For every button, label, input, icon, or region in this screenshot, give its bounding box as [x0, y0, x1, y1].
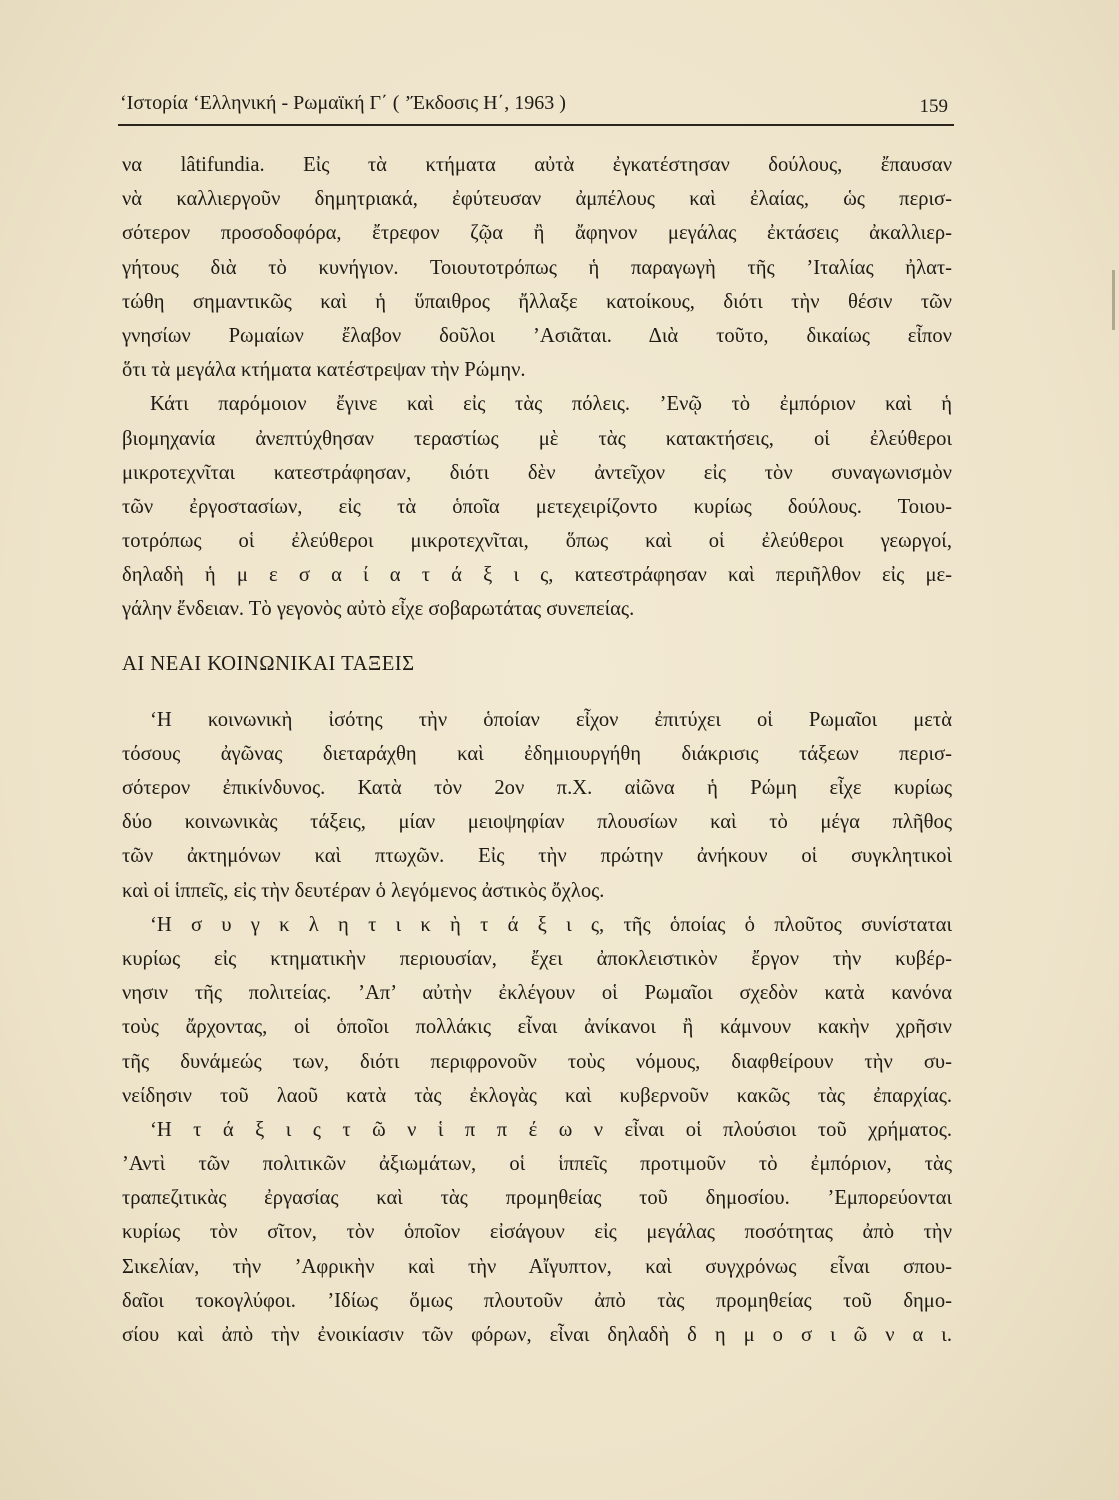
text-line: δηλαδὴ ἡ μ ε σ α ί α τ ά ξ ι ς, κατεστράφησαν καὶ περιῆλθον εἰς με- — [122, 564, 952, 587]
text-line: νείδησιν τοῦ λαοῦ κατὰ τὰς ἐκλογὰς καὶ κυβερνοῦν κακῶς τὰς ἐπαρχίας. — [122, 1084, 952, 1107]
paragraph-3 — [122, 703, 952, 908]
text-line: βιομηχανία ἀνεπτύχθησαν τεραστίως μὲ τὰς κατακτήσεις, οἱ ἐλεύθεροι — [122, 427, 952, 450]
text-line: δύο κοινωνικὰς τάξεις, μίαν μειοψηφίαν πλουσίων καὶ τὸ μέγα πλῆθος — [122, 811, 952, 834]
text-line: ‘Η σ υ γ κ λ η τ ι κ ὴ τ ά ξ ι ς, τῆς ὁποίας ὁ πλοῦτος συνίσταται — [150, 913, 952, 936]
page-edge-mark — [1112, 270, 1115, 330]
page-number: 159 — [919, 96, 948, 117]
running-header — [120, 92, 954, 122]
text-line: σότερον ἐπικίνδυνος. Κατὰ τὸν 2ον π.Χ. αἰῶνα ἡ Ρώμη εἶχε κυρίως — [122, 777, 952, 799]
text-line: τοὺς ἄρχοντας, οἱ ὁποῖοι πολλάκις εἶναι ἀνίκανοι ἢ κάμνουν κακὴν χρῆσιν — [122, 1016, 952, 1039]
section-heading: ΑΙ ΝΕΑΙ ΚΟΙΝΩΝΙΚΑΙ ΤΑΞΕΙΣ — [122, 652, 415, 675]
text-line: σότερον προσοδοφόρα, ἔτρεφον ζῷα ἢ ἄφηνον μεγάλας ἐκτάσεις ἀκαλλιερ- — [122, 222, 952, 245]
text-line: ‘Η τ ά ξ ι ς τ ῶ ν ἱ π π έ ω ν εἶναι οἱ πλούσιοι τοῦ χρήματος. — [150, 1118, 952, 1141]
text-line: μικροτεχνῖται κατεστράφησαν, διότι δὲν ἀντεῖχον εἰς τὸν συναγωνισμὸν — [122, 461, 952, 484]
text-line: γνησίων Ρωμαίων ἔλαβον δοῦλοι ’Ασιᾶται. Διὰ τοῦτο, δικαίως εἶπον — [122, 324, 952, 347]
text-line: τόσους ἀγῶνας διεταράχθη καὶ ἐδημιουργήθη διάκρισις τάξεων περισ- — [122, 742, 952, 765]
header-rule — [118, 124, 954, 126]
text-line: τώθη σημαντικῶς καὶ ἡ ὕπαιθρος ἤλλαξε κατοίκους, διότι τὴν θέσιν τῶν — [122, 290, 952, 313]
text-line: τῆς δυνάμεώς των, διότι περιφρονοῦν τοὺς νόμους, διαφθείρουν τὴν συ- — [122, 1050, 952, 1073]
paragraph-2 — [122, 387, 952, 626]
paragraph-1 — [122, 148, 952, 387]
paragraph-4 — [122, 908, 952, 1113]
header-title: ‘Ιστορία ‘Ελληνική - Ρωμαϊκή Γ΄ ( ’Έκδοσις Η΄, 1963 ) — [120, 92, 566, 114]
text-line: κυρίως τὸν σῖτον, τὸν ὁποῖον εἰσάγουν εἰς μεγάλας ποσότητας ἀπὸ τὴν — [122, 1221, 952, 1244]
text-line: νὰ καλλιεργοῦν δημητριακά, ἐφύτευσαν ἀμπέλους καὶ ἐλαίας, ὡς περισ- — [122, 188, 952, 211]
text-line: δαῖοι τοκογλύφοι. ’Ιδίως ὅμως πλουτοῦν ἀπὸ τὰς προμηθείας τοῦ δημο- — [122, 1289, 952, 1312]
text-line: ὅτι τὰ μεγάλα κτήματα κατέστρεψαν τὴν Ρώμην. — [122, 359, 526, 382]
text-line: τῶν ἐργοστασίων, εἰς τὰ ὁποῖα μετεχειρίζοντο κυρίως δούλους. Τοιου- — [122, 495, 952, 518]
text-line: σίου καὶ ἀπὸ τὴν ἐνοικίασιν τῶν φόρων, εἶναι δηλαδὴ δ η μ ο σ ι ῶ ν α ι. — [122, 1324, 952, 1346]
text-line: γήτους διὰ τὸ κυνήγιον. Τοιουτοτρόπως ἡ παραγωγὴ τῆς ’Ιταλίας ἠλατ- — [122, 256, 952, 279]
text-line: τοτρόπως οἱ ἐλεύθεροι μικροτεχνῖται, ὅπως καὶ οἱ ἐλεύθεροι γεωργοί, — [122, 530, 952, 553]
text-line: καὶ οἱ ἱππεῖς, εἰς τὴν δευτέραν ὁ λεγόμενος ἀστικὸς ὄχλος. — [122, 879, 605, 902]
text-line: Κάτι παρόμοιον ἔγινε καὶ εἰς τὰς πόλεις. ’Ενῷ τὸ ἐμπόριον καὶ ἡ — [150, 393, 952, 416]
paragraph-5 — [122, 1113, 952, 1352]
text-line: γάλην ἔνδειαν. Τὸ γεγονὸς αὐτὸ εἶχε σοβαρωτάτας συνεπείας. — [122, 598, 635, 621]
text-line: νησιν τῆς πολιτείας. ’Απ’ αὐτὴν ἐκλέγουν οἱ Ρωμαῖοι σχεδὸν κατὰ κανόνα — [122, 982, 952, 1005]
text-line: τῶν ἀκτημόνων καὶ πτωχῶν. Εἰς τὴν πρώτην ἀνήκουν οἱ συγκλητικοὶ — [122, 845, 952, 868]
text-line: ‘Η κοινωνικὴ ἰσότης τὴν ὁποίαν εἶχον ἐπιτύχει οἱ Ρωμαῖοι μετὰ — [150, 708, 952, 731]
page-body — [122, 148, 952, 1352]
text-line: τραπεζιτικὰς ἐργασίας καὶ τὰς προμηθείας τοῦ δημοσίου. ’Εμπορεύονται — [122, 1187, 952, 1210]
text-line: κυρίως εἰς κτηματικὴν περιουσίαν, ἔχει ἀποκλειστικὸν ἔργον τὴν κυβέρ- — [122, 947, 952, 970]
text-line: να lâtifundia. Εἰς τὰ κτήματα αὐτὰ ἐγκατέστησαν δούλους, ἔπαυσαν — [122, 154, 952, 176]
text-line: Σικελίαν, τὴν ’Αφρικὴν καὶ τὴν Αἴγυπτον, καὶ συγχρόνως εἶναι σπου- — [122, 1255, 952, 1278]
text-line: ’Αντὶ τῶν πολιτικῶν ἀξιωμάτων, οἱ ἱππεῖς προτιμοῦν τὸ ἐμπόριον, τὰς — [122, 1153, 952, 1176]
